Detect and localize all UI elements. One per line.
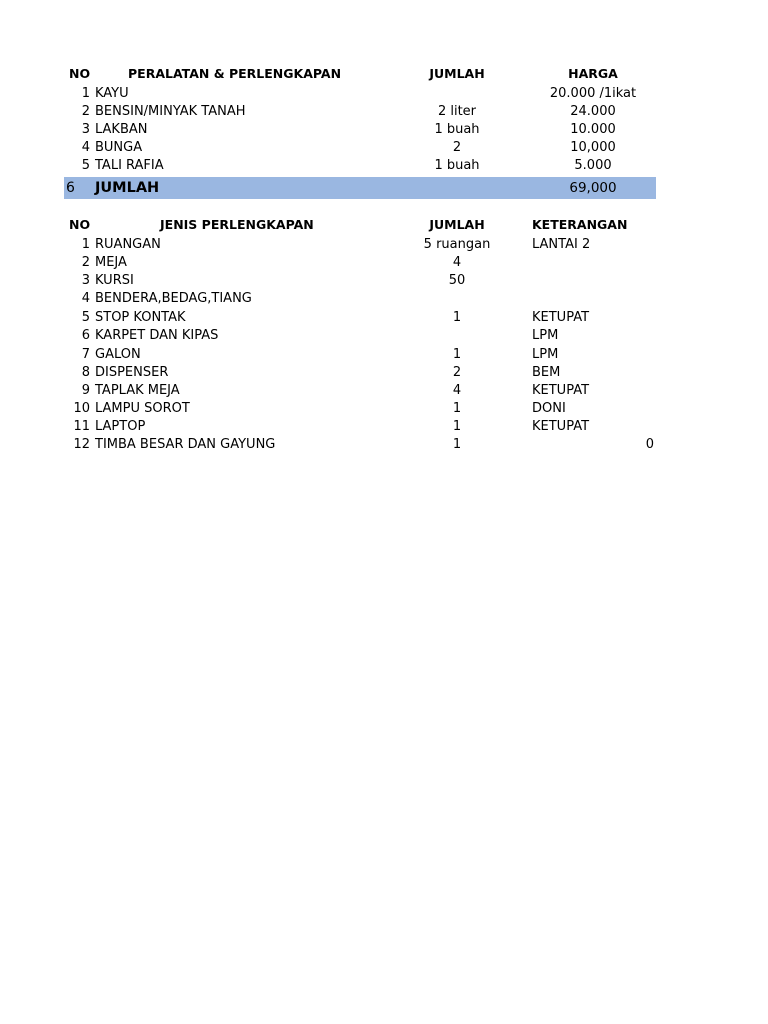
row-no: 5 bbox=[81, 310, 90, 325]
table2-row bbox=[64, 272, 656, 290]
row-no: 5 bbox=[81, 158, 90, 173]
row-item: LAKBAN bbox=[95, 122, 148, 137]
row-note: LANTAI 2 bbox=[532, 237, 591, 252]
row-no: 4 bbox=[81, 291, 90, 306]
table1-row bbox=[64, 121, 656, 139]
row-qty: 1 bbox=[452, 310, 462, 325]
total-price: 69,000 bbox=[569, 180, 617, 196]
row-item: GALON bbox=[95, 347, 141, 362]
table2-header-no: NO bbox=[69, 217, 91, 232]
row-item: TIMBA BESAR DAN GAYUNG bbox=[95, 437, 276, 452]
row-no: 3 bbox=[81, 122, 90, 137]
row-no: 11 bbox=[73, 419, 90, 434]
table2-row bbox=[64, 254, 656, 272]
row-no: 4 bbox=[81, 140, 90, 155]
row-no: 9 bbox=[81, 383, 90, 398]
row-item: TAPLAK MEJA bbox=[95, 383, 180, 398]
row-item: DISPENSER bbox=[95, 365, 169, 380]
row-note: KETUPAT bbox=[532, 383, 590, 398]
row-item: KAYU bbox=[95, 86, 129, 101]
row-qty: 1 bbox=[452, 347, 462, 362]
table2-row bbox=[64, 364, 656, 382]
total-label: JUMLAH bbox=[95, 180, 160, 196]
table1-row bbox=[64, 157, 656, 175]
row-no: 8 bbox=[81, 365, 90, 380]
row-item: BENSIN/MINYAK TANAH bbox=[95, 104, 246, 119]
row-qty: 4 bbox=[452, 255, 462, 270]
row-note: BEM bbox=[532, 365, 561, 380]
row-no: 12 bbox=[73, 437, 90, 452]
table2-row bbox=[64, 236, 656, 254]
table1-row bbox=[64, 103, 656, 121]
row-item: KARPET DAN KIPAS bbox=[95, 328, 219, 343]
row-no: 7 bbox=[81, 347, 90, 362]
row-item: KURSI bbox=[95, 273, 134, 288]
row-qty: 4 bbox=[452, 383, 462, 398]
row-no: 1 bbox=[81, 86, 90, 101]
row-no: 6 bbox=[81, 328, 90, 343]
table1-header-qty: JUMLAH bbox=[429, 66, 485, 81]
row-qty: 2 bbox=[452, 365, 462, 380]
table1-header-price: HARGA bbox=[568, 66, 618, 81]
table1-header-item: PERALATAN & PERLENGKAPAN bbox=[128, 66, 342, 81]
row-qty: 2 bbox=[452, 140, 462, 155]
row-item: BENDERA,BEDAG,TIANG bbox=[95, 291, 252, 306]
table2-row bbox=[64, 327, 656, 345]
row-item: TALI RAFIA bbox=[95, 158, 164, 173]
table1-row bbox=[64, 139, 656, 157]
row-no: 2 bbox=[81, 104, 90, 119]
table1-total-row bbox=[64, 177, 656, 199]
table2-row bbox=[64, 382, 656, 400]
row-qty: 1 bbox=[452, 401, 462, 416]
row-note: LPM bbox=[532, 328, 559, 343]
table1-header-row bbox=[64, 65, 656, 83]
table2-row bbox=[64, 400, 656, 418]
row-price: 20.000 /1ikat bbox=[549, 86, 637, 101]
row-qty: 1 bbox=[452, 437, 462, 452]
row-price: 10.000 bbox=[570, 122, 616, 137]
table2-row bbox=[64, 346, 656, 364]
table1-header-no: NO bbox=[69, 66, 91, 81]
row-no: 2 bbox=[81, 255, 90, 270]
row-note: KETUPAT bbox=[532, 419, 590, 434]
row-price: 5.000 bbox=[574, 158, 612, 173]
row-item: LAPTOP bbox=[95, 419, 146, 434]
row-qty: 50 bbox=[448, 273, 466, 288]
table2-header-qty: JUMLAH bbox=[429, 217, 485, 232]
row-note: LPM bbox=[532, 347, 559, 362]
total-no: 6 bbox=[66, 180, 75, 196]
row-item: BUNGA bbox=[95, 140, 143, 155]
table2-header-note: KETERANGAN bbox=[532, 217, 628, 232]
table2-header-item: JENIS PERLENGKAPAN bbox=[160, 217, 314, 232]
table2-row bbox=[64, 418, 656, 436]
row-no: 1 bbox=[81, 237, 90, 252]
row-extra-value: 0 bbox=[645, 437, 654, 452]
row-qty: 5 ruangan bbox=[423, 237, 491, 252]
row-price: 24.000 bbox=[570, 104, 616, 119]
row-qty: 1 bbox=[452, 419, 462, 434]
table2-row bbox=[64, 436, 656, 454]
row-note: KETUPAT bbox=[532, 310, 590, 325]
row-item: MEJA bbox=[95, 255, 127, 270]
table2-header-row bbox=[64, 216, 656, 234]
row-qty: 1 buah bbox=[434, 158, 480, 173]
row-no: 3 bbox=[81, 273, 90, 288]
row-no: 10 bbox=[73, 401, 90, 416]
row-item: STOP KONTAK bbox=[95, 310, 186, 325]
row-qty: 1 buah bbox=[434, 122, 480, 137]
table1-row bbox=[64, 85, 656, 103]
row-item: LAMPU SOROT bbox=[95, 401, 190, 416]
row-price: 10,000 bbox=[570, 140, 616, 155]
table2-row bbox=[64, 290, 656, 308]
table2-row bbox=[64, 309, 656, 327]
row-note: DONI bbox=[532, 401, 566, 416]
row-qty: 2 liter bbox=[437, 104, 477, 119]
row-item: RUANGAN bbox=[95, 237, 161, 252]
